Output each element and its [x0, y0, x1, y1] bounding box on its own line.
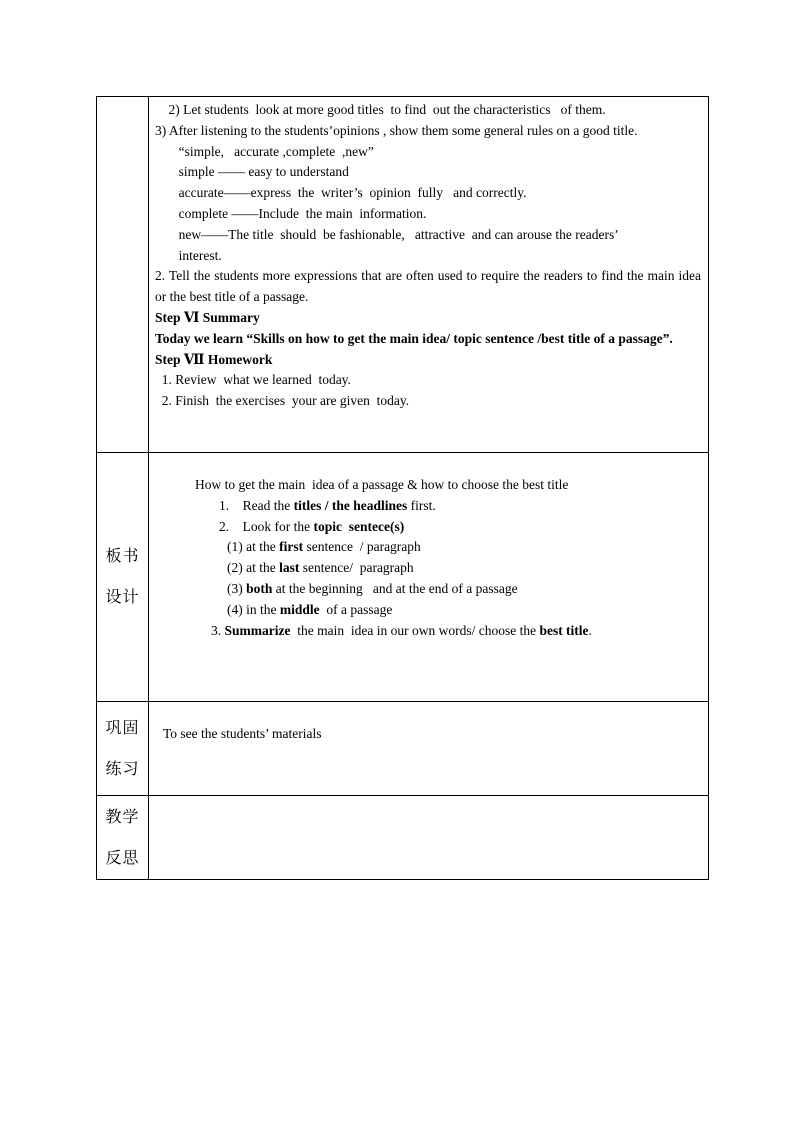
- reflection-content-cell: [149, 796, 709, 880]
- lesson-plan-table: [96, 96, 709, 880]
- board-design-title: How to get the main idea of a passage & how to choose the best title: [195, 477, 569, 492]
- key-term: topic sentece(s): [313, 518, 405, 534]
- practice-label-cell: [97, 702, 149, 796]
- procedure-content-cell: [149, 97, 709, 453]
- board-design-list: [149, 496, 708, 642]
- key-term: Summarize: [224, 622, 291, 638]
- board-text: the main idea in our own words/ choose the: [290, 622, 540, 638]
- board-text: .: [588, 622, 592, 638]
- board-design-label-cell: [97, 453, 149, 702]
- board-design-item: [149, 496, 708, 517]
- board-text: 2. Look for the: [219, 518, 314, 534]
- board-text: first.: [407, 497, 436, 513]
- reflection-label-cell: [97, 796, 149, 880]
- board-design-label: 板书 设计: [105, 546, 140, 606]
- procedure-line: 3) After listening to the students’opinions , show them some general rules on a good title.: [155, 122, 638, 138]
- procedure-line: 2) Let students look at more good titles to find out the characteristics of them.: [155, 102, 606, 117]
- key-term: first: [279, 539, 304, 555]
- step-heading: Today we learn “Skills on how to get the main idea/ topic sentence /best title of a passage”.: [155, 330, 673, 346]
- board-text: at the beginning and at the end of a passage: [272, 580, 518, 596]
- procedure-line: 2. Tell the students more expressions that are often used to require the readers to find the main idea or the best title of a passage.: [155, 268, 701, 305]
- board-design-item: [149, 621, 708, 642]
- board-text: sentence / paragraph: [303, 539, 421, 555]
- key-term: last: [279, 560, 300, 576]
- reflection-row: [97, 796, 709, 880]
- key-term: middle: [279, 601, 320, 617]
- board-design-content-cell: [149, 453, 709, 702]
- procedure-row: [97, 97, 709, 453]
- board-text: 3.: [211, 622, 225, 638]
- procedure-line: 1. Review what we learned today.: [155, 372, 351, 388]
- board-text: of a passage: [319, 601, 393, 617]
- practice-label: 巩固 练习: [105, 718, 140, 778]
- board-design-row: [97, 453, 709, 702]
- board-design-item: [149, 537, 708, 558]
- key-term: titles / the headlines: [293, 497, 408, 513]
- board-text: (1) at the: [227, 539, 280, 555]
- procedure-line: new——The title should be fashionable, attractive and can arouse the readers’: [155, 226, 619, 242]
- step-heading: Step Ⅶ Homework: [155, 351, 273, 367]
- procedure-line: 2. Finish the exercises your are given today.: [155, 393, 410, 409]
- procedure-line: simple —— easy to understand: [155, 164, 349, 180]
- key-term: best title: [539, 622, 589, 638]
- board-text: sentence/ paragraph: [299, 560, 414, 576]
- procedure-text: [149, 97, 708, 412]
- practice-text: To see the students’ materials: [163, 726, 322, 741]
- key-term: both: [246, 580, 273, 596]
- board-design-content: [149, 453, 708, 641]
- procedure-label-cell: [97, 97, 149, 453]
- practice-content-cell: [149, 702, 709, 796]
- practice-row: [97, 702, 709, 796]
- board-text: (2) at the: [227, 560, 280, 576]
- board-text: (3): [227, 580, 247, 596]
- procedure-line: complete ——Include the main information.: [155, 205, 427, 221]
- procedure-line: accurate——express the writer’s opinion fully and correctly.: [155, 185, 527, 201]
- board-design-item: [149, 517, 708, 538]
- board-design-item: [149, 579, 708, 600]
- reflection-label: 教学 反思: [105, 807, 140, 867]
- procedure-line: “simple, accurate ,complete ,new”: [155, 143, 374, 159]
- board-design-item: [149, 558, 708, 579]
- board-design-item: [149, 600, 708, 621]
- procedure-line: interest.: [155, 247, 222, 263]
- step-heading: Step Ⅵ Summary: [155, 309, 260, 325]
- board-text: 1. Read the: [219, 497, 294, 513]
- board-text: (4) in the: [227, 601, 280, 617]
